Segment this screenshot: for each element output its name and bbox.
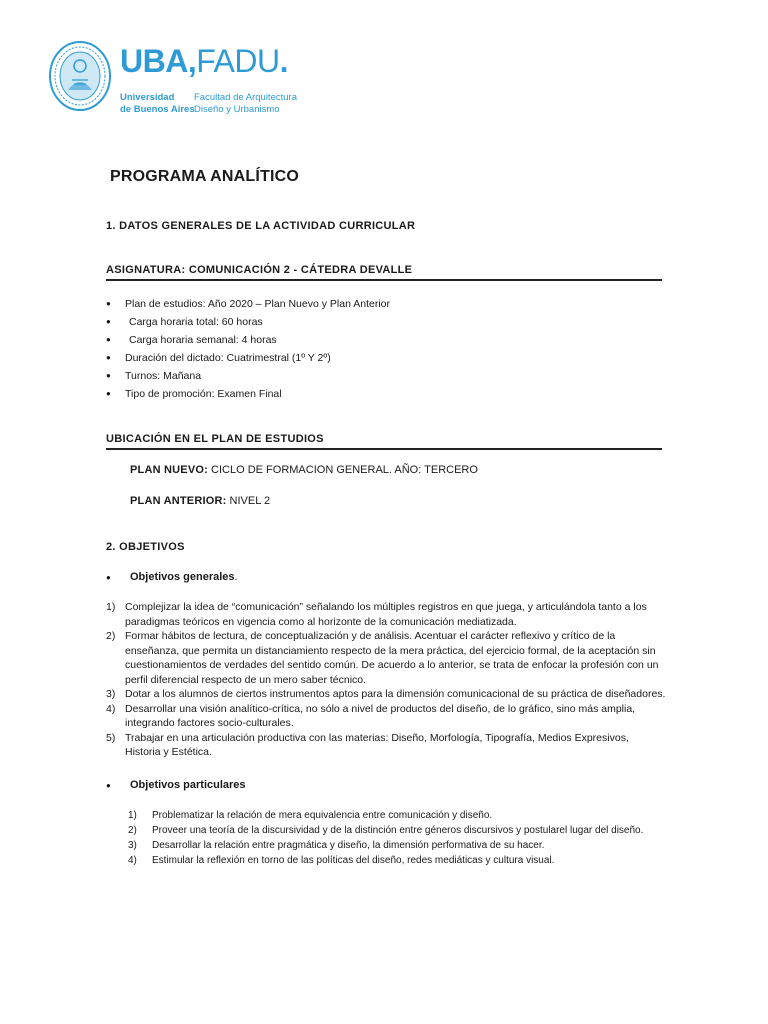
bullet-icon: ● bbox=[106, 781, 111, 790]
bullet-icon: ● bbox=[106, 389, 111, 398]
list-item: 1) Complejizar la idea de “comunicación” señalando los múltiples registros en que juega, y articulándola tanto a los paradigmas teóricos en vigencia como al horizonte de la comunicación mediatizada. bbox=[106, 601, 647, 628]
plan-nuevo bbox=[130, 464, 478, 476]
ubicacion-heading: UBICACIÓN EN EL PLAN DE ESTUDIOS bbox=[106, 433, 324, 445]
page-title: PROGRAMA ANALÍTICO bbox=[110, 168, 300, 185]
list-item: 1) Problematizar la relación de mera equivalencia entre comunicación y diseño. bbox=[128, 810, 493, 821]
plan-anterior bbox=[130, 495, 270, 507]
university-line-2: de Buenos Aires bbox=[120, 104, 195, 115]
divider bbox=[106, 448, 662, 450]
list-item: ● Carga horaria semanal: 4 horas bbox=[106, 331, 666, 349]
objetivos-particulares-heading: ● Objetivos particulares bbox=[106, 779, 246, 791]
brand-light: FADU bbox=[196, 43, 280, 79]
plan-anterior-label: PLAN ANTERIOR: bbox=[130, 495, 227, 507]
list-item: ● Tipo de promoción: Examen Final bbox=[106, 385, 666, 403]
brand-dot: . bbox=[279, 43, 288, 79]
bullet-icon: ● bbox=[106, 371, 111, 380]
faculty-line-2: Diseño y Urbanismo bbox=[194, 104, 280, 115]
bullet-icon: ● bbox=[106, 335, 111, 344]
bullet-icon: ● bbox=[106, 353, 111, 362]
list-item: 3) Desarrollar la relación entre pragmática y diseño, la dimensión performativa de su hacer. bbox=[128, 840, 545, 851]
list-item: 3) Dotar a los alumnos de ciertos instrumentos aptos para la dimensión comunicacional de su práctica de diseñadores. bbox=[106, 688, 666, 700]
bullet-icon: ● bbox=[106, 299, 111, 308]
list-item: 2) Formar hábitos de lectura, de conceptualización y de análisis. Acentuar el carácter reflexivo y crítico de la enseñanza, que permita un distanciamiento respecto de la mera práctica, del ejercicio formal, de la aceptación sin cuestionamientos de verdades del sentido común. De acuerdo a lo anterior, se trata de enfocar la profesión con un perfil diferencial respecto de un mero saber técnico. bbox=[106, 630, 659, 686]
list-item: 2) Proveer una teoría de la discursividad y de la distinción entre géneros discursivos y postularel lugar del diseño. bbox=[128, 825, 644, 836]
section-2-heading: 2. OBJETIVOS bbox=[106, 541, 185, 553]
bullet-icon: ● bbox=[106, 317, 111, 326]
uba-fadu-logo bbox=[48, 40, 388, 120]
plan-anterior-value: NIVEL 2 bbox=[226, 495, 271, 507]
divider bbox=[106, 279, 662, 281]
objetivos-particulares-list bbox=[128, 808, 668, 868]
list-item: ● Plan de estudios: Año 2020 – Plan Nuevo y Plan Anterior bbox=[106, 295, 666, 313]
datos-generales-list bbox=[106, 295, 666, 403]
list-item: ● Turnos: Mañana bbox=[106, 367, 666, 385]
objetivos-generales-heading: ● Objetivos generales. bbox=[106, 571, 238, 583]
asignatura-heading: ASIGNATURA: COMUNICACIÓN 2 - CÁTEDRA DEVALLE bbox=[106, 264, 413, 276]
list-item: 4) Desarrollar una visión analítico-crítica, no sólo a nivel de productos del diseño, de lo gráfico, sino más amplia, integrando factores socio-culturales. bbox=[106, 702, 636, 729]
university-line-1: Universidad bbox=[120, 92, 175, 103]
faculty-name bbox=[194, 92, 297, 116]
list-item: ● Carga horaria total: 60 horas bbox=[106, 313, 666, 331]
brand-wordmark bbox=[120, 44, 288, 78]
plan-nuevo-label: PLAN NUEVO: bbox=[130, 464, 208, 476]
university-name bbox=[120, 92, 195, 116]
bullet-icon: ● bbox=[106, 573, 111, 582]
university-seal-icon bbox=[48, 40, 112, 112]
list-item: 5) Trabajar en una articulación productiva con las materias: Diseño, Morfología, Tipografía, Medios Expresivos, Historia y Estética. bbox=[106, 731, 629, 758]
objetivos-generales-list bbox=[106, 600, 666, 760]
section-1-heading: 1. DATOS GENERALES DE LA ACTIVIDAD CURRICULAR bbox=[106, 220, 416, 232]
list-item: ● Duración del dictado: Cuatrimestral (1º Y 2º) bbox=[106, 349, 666, 367]
list-item: 4) Estimular la reflexión en torno de las políticas del diseño, redes mediáticas y cultura visual. bbox=[128, 855, 555, 866]
brand-bold: UBA, bbox=[120, 43, 197, 79]
plan-nuevo-value: CICLO DE FORMACION GENERAL. AÑO: TERCERO bbox=[207, 464, 478, 476]
faculty-line-1: Facultad de Arquitectura bbox=[194, 92, 297, 103]
